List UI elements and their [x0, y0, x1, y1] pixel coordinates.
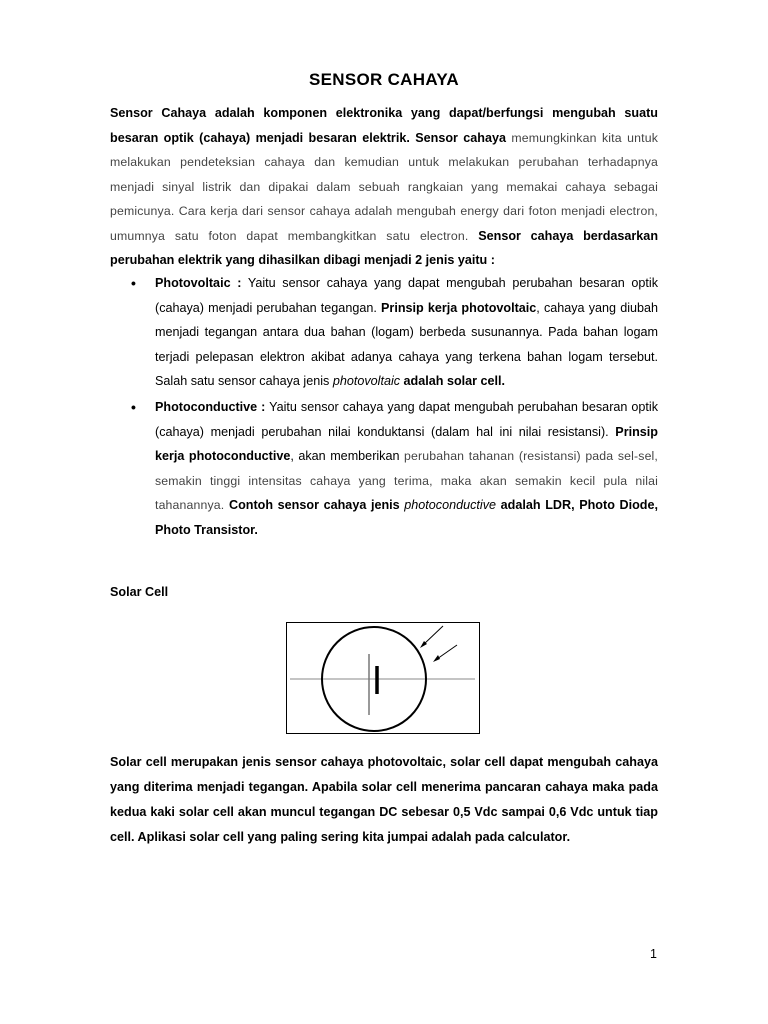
bullet-marker: •: [131, 399, 136, 415]
page-title: SENSOR CAHAYA: [308, 70, 460, 89]
light-arrow-icon: [420, 626, 457, 662]
intro-sentence-1: Sensor Cahaya adalah komponen elektronika yang dapat/berfungsi mengubah suatu besaran optik (cahaya) menjadi besaran elektrik.: [110, 106, 658, 145]
photovoltaic-definition: Yaitu sensor cahaya yang dapat mengubah perubahan besaran optik (cahaya) menjadi perubahan tegangan.: [155, 276, 658, 315]
photoconductive-examples: adalah LDR, Photo Diode, Photo Transistor.: [155, 498, 659, 537]
list-item-photoconductive: [155, 395, 658, 543]
photovoltaic-italic: photovoltaic: [332, 374, 401, 389]
term-photovoltaic: Photovoltaic :: [155, 276, 242, 290]
intro-sentence-3: Sensor cahaya berdasarkan perubahan elektrik yang dihasilkan dibagi menjadi 2 jenis yaitu :: [110, 228, 659, 267]
intro-sentence-2-bold: Sensor cahaya: [415, 130, 506, 145]
solar-cell-diagram: [287, 623, 478, 732]
term-photoconductive: Photoconductive :: [155, 400, 266, 414]
section-heading-solar-cell: Solar Cell: [110, 585, 169, 599]
photovoltaic-principle-label: Prinsip kerja photovoltaic: [381, 300, 537, 315]
photoconductive-example-lead: Contoh sensor cahaya jenis: [228, 498, 400, 513]
solar-cell-symbol-figure: [286, 622, 480, 734]
photoconductive-principle-label: Prinsip kerja photoconductive: [155, 424, 658, 464]
photoconductive-definition: Yaitu sensor cahaya yang dapat mengubah perubahan besaran optik (cahaya) menjadi perubahan nilai konduktansi (dalam hal ini nilai resistansi).: [155, 400, 658, 439]
intro-sentence-2: memungkinkan kita untuk melakukan pendeteksian cahaya dan kemudian untuk melakukan perubahan terhadapnya menjadi sinyal listrik dan dipakai dalam sebuah rangkaian yang memakai cahaya sebagai pemicunya. Cara kerja dari sensor cahaya adalah mengubah energy dari foton menjadi electron, umumnya satu foton dapat membangkitkan satu electron.: [110, 130, 659, 243]
intro-paragraph: [110, 101, 658, 273]
bullet-marker: •: [131, 275, 136, 291]
photoconductive-italic: photoconductive: [404, 498, 497, 513]
photoconductive-principle: , akan memberikan: [290, 449, 400, 464]
photovoltaic-example: adalah solar cell.: [403, 374, 506, 389]
list-item-photovoltaic: [155, 271, 658, 394]
solar-cell-paragraph: Solar cell merupakan jenis sensor cahaya photovoltaic, solar cell dapat mengubah cahaya yang diterima menjadi tegangan. Apabila solar cell menerima pancaran cahaya maka pada kedua kaki solar cell akan muncul tegangan DC sebesar 0,5 Vdc sampai 0,6 Vdc untuk tiap cell. Aplikasi solar cell yang paling sering kita jumpai adalah pada calculator.: [110, 755, 658, 844]
photovoltaic-principle: , cahaya yang diubah menjadi tegangan antara dua bahan (logam) berbeda susunannya. Pada bahan logam terjadi pelepasan elektron akibat adanya cahaya yang terkena bahan logam tersebut. Salah satu sensor cahaya jenis: [155, 300, 659, 389]
photoconductive-principle-detail: perubahan tahanan (resistansi) pada sel-sel, semakin tinggi intensitas cahaya yang terima, maka akan semakin kecil pula nilai tahanannya.: [155, 449, 659, 513]
page-number: 1: [650, 947, 657, 961]
